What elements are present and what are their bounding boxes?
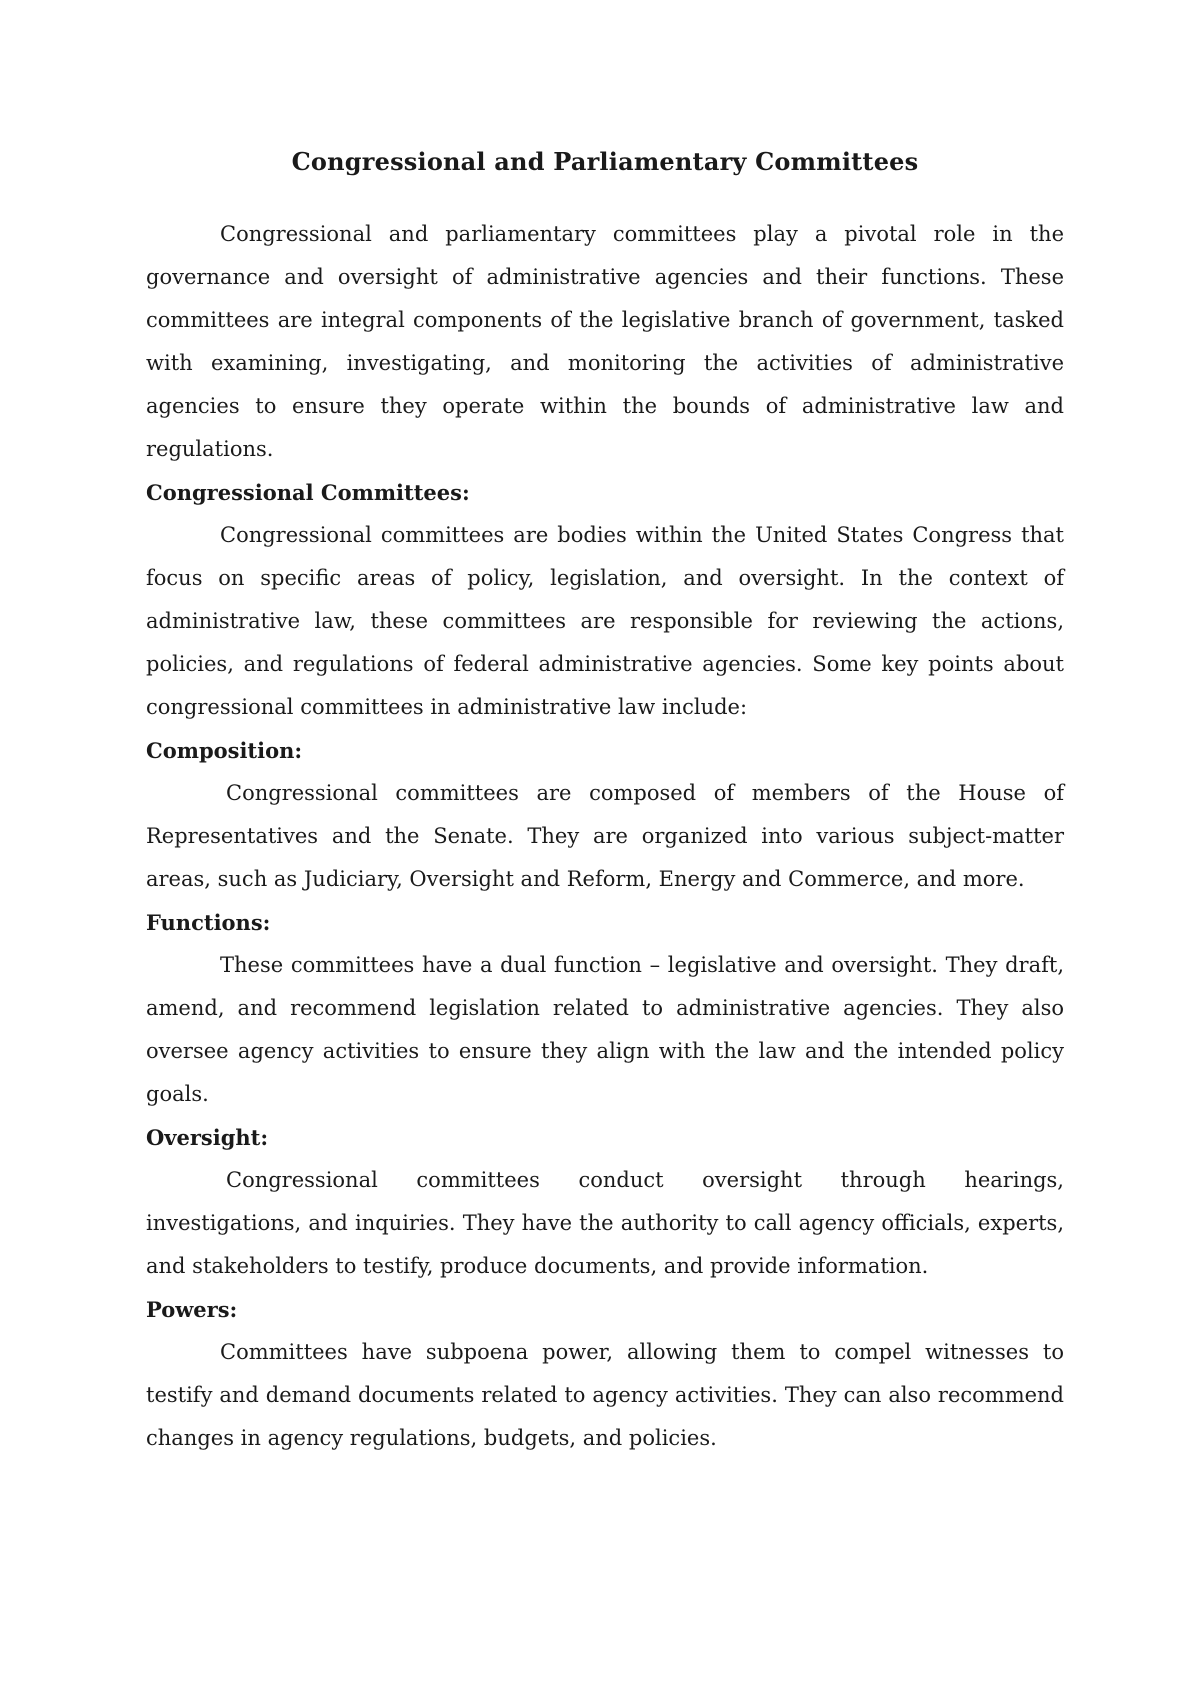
section-body-oversight: Congressional committees conduct oversight through hearings, investigations, and inquiries. They have the authority to call agency officials, experts, and stakeholders to testify, produce documents, and provide information. bbox=[146, 1168, 1064, 1278]
section-heading-functions: Functions: bbox=[146, 910, 271, 935]
section-heading-oversight: Oversight: bbox=[146, 1125, 269, 1150]
intro-paragraph: Congressional and parliamentary committees play a pivotal role in the governance and oversight of administrative agencies and their functions. These committees are integral components of the legislative branch of government, tasked with examining, investigating, and monitoring the activities of administrative agencies to ensure they operate within the bounds of administrative law and regulations. bbox=[146, 222, 1064, 461]
section-body-congressional-committees: Congressional committees are bodies within the United States Congress that focus on specific areas of policy, legislation, and oversight. In the context of administrative law, these committees are responsible for reviewing the actions, policies, and regulations of federal administrative agencies. Some key points about congressional committees in administrative law include: bbox=[146, 523, 1064, 719]
page-title: Congressional and Parliamentary Committees bbox=[291, 147, 919, 176]
section-body-composition: Congressional committees are composed of members of the House of Representatives and the Senate. They are organized into various subject-matter areas, such as Judiciary, Oversight and Reform, Energy and Commerce, and more. bbox=[146, 781, 1064, 891]
section-body-powers: Committees have subpoena power, allowing them to compel witnesses to testify and demand documents related to agency activities. They can also recommend changes in agency regulations, budgets, and policies. bbox=[146, 1340, 1064, 1450]
section-heading-composition: Composition: bbox=[146, 738, 303, 763]
section-heading-powers: Powers: bbox=[146, 1297, 238, 1322]
section-heading-congressional-committees: Congressional Committees: bbox=[146, 480, 470, 505]
section-body-functions: These committees have a dual function – legislative and oversight. They draft, amend, and recommend legislation related to administrative agencies. They also oversee agency activities to ensure they align with the law and the intended policy goals. bbox=[146, 953, 1064, 1106]
document-body bbox=[146, 140, 1064, 1460]
